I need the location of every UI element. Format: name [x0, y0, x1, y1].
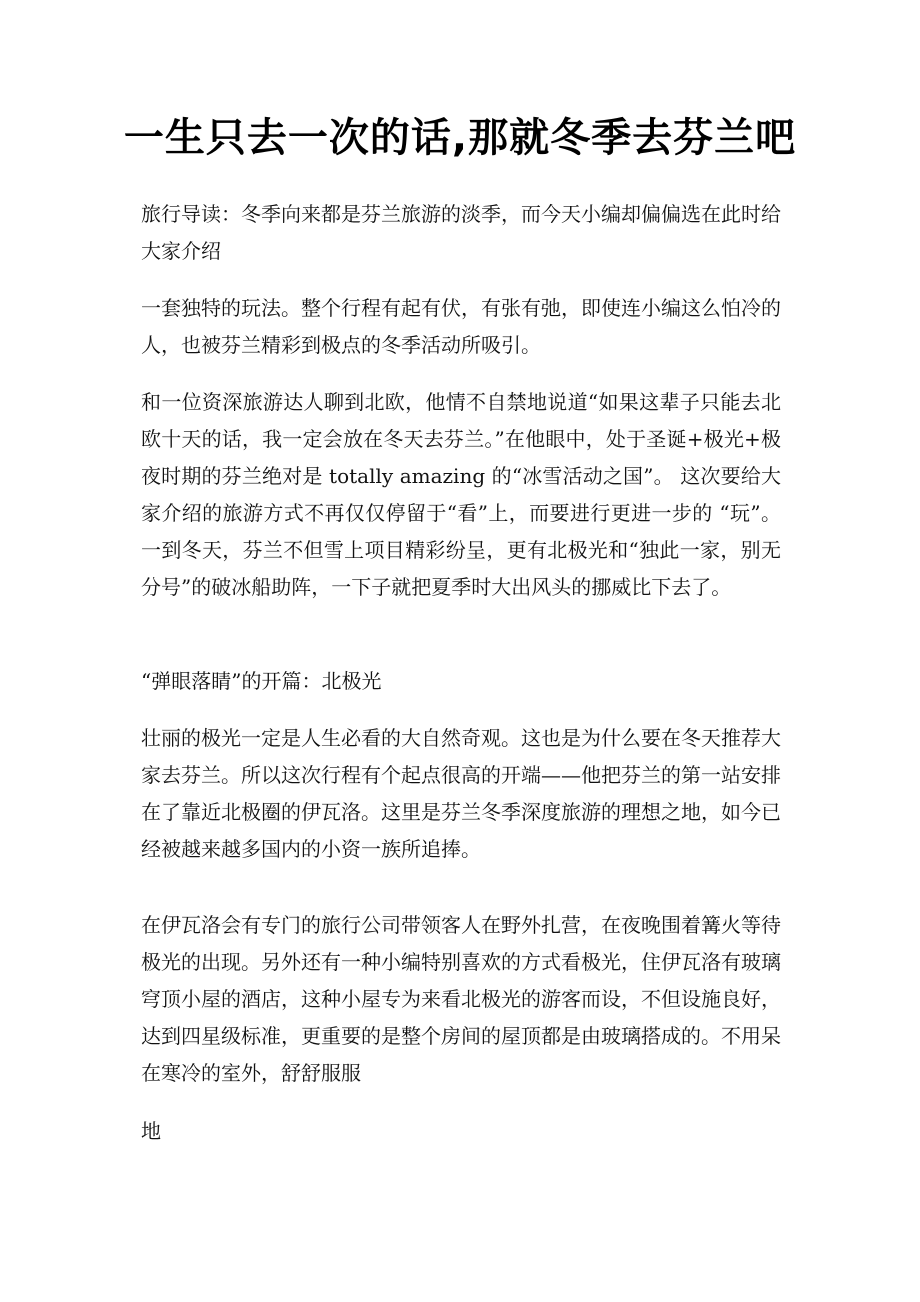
page-title: 一生只去一次的话,那就冬季去芬兰吧 — [123, 115, 797, 161]
paragraph-ivalo: 在伊瓦洛会有专门的旅行公司带领客人在野外扎营，在夜晚围着篝火等待极光的出现。另外还有一种小编特别喜欢的方式看极光，住伊瓦洛有玻璃穹顶小屋的酒店，这种小屋专为来看北极光的游客而设，不但设施良好，达到四星级标准，更重要的是整个房间的屋顶都是由玻璃搭成的。不用呆在寒冷的室外，舒舒服服 — [141, 913, 781, 1085]
section-heading-aurora: “弹眼落睛”的开篇：北极光 — [141, 669, 382, 693]
paragraph-aurora: 壮丽的极光一定是人生必看的大自然奇观。这也是为什么要在冬天推荐大家去芬兰。所以这次行程有个起点很高的开端——他把芬兰的第一站安排在了靠近北极圈的伊瓦洛。这里是芬兰冬季深度旅游的理想之地，如今已经被越来越多国内的小资一族所追捧。 — [141, 726, 781, 861]
paragraph-expert-quote: 和一位资深旅游达人聊到北欧，他情不自禁地说道“如果这辈子只能去北欧十天的话，我一定会放在冬天去芬兰。”在他眼中，处于圣诞+极光+极夜时期的芬兰绝对是 totally amazing 的“冰雪活动之国”。 这次要给大家介绍的旅游方式不再仅仅停留于“看”上，而要进行更进一步的 “玩”。一到冬天，芬兰不但雪上项目精彩纷呈，更有北极光和“独此一家，别无分号”的破冰船助阵，一下子就把夏季时大出风头的挪威比下去了。 — [141, 390, 781, 599]
paragraph-continuation: 地 — [141, 1119, 161, 1143]
paragraph-overview: 一套独特的玩法。整个行程有起有伏，有张有弛，即使连小编这么怕冷的人，也被芬兰精彩到极点的冬季活动所吸引。 — [141, 296, 781, 357]
paragraph-intro: 旅行导读：冬季向来都是芬兰旅游的淡季，而今天小编却偏偏选在此时给大家介绍 — [141, 202, 781, 263]
